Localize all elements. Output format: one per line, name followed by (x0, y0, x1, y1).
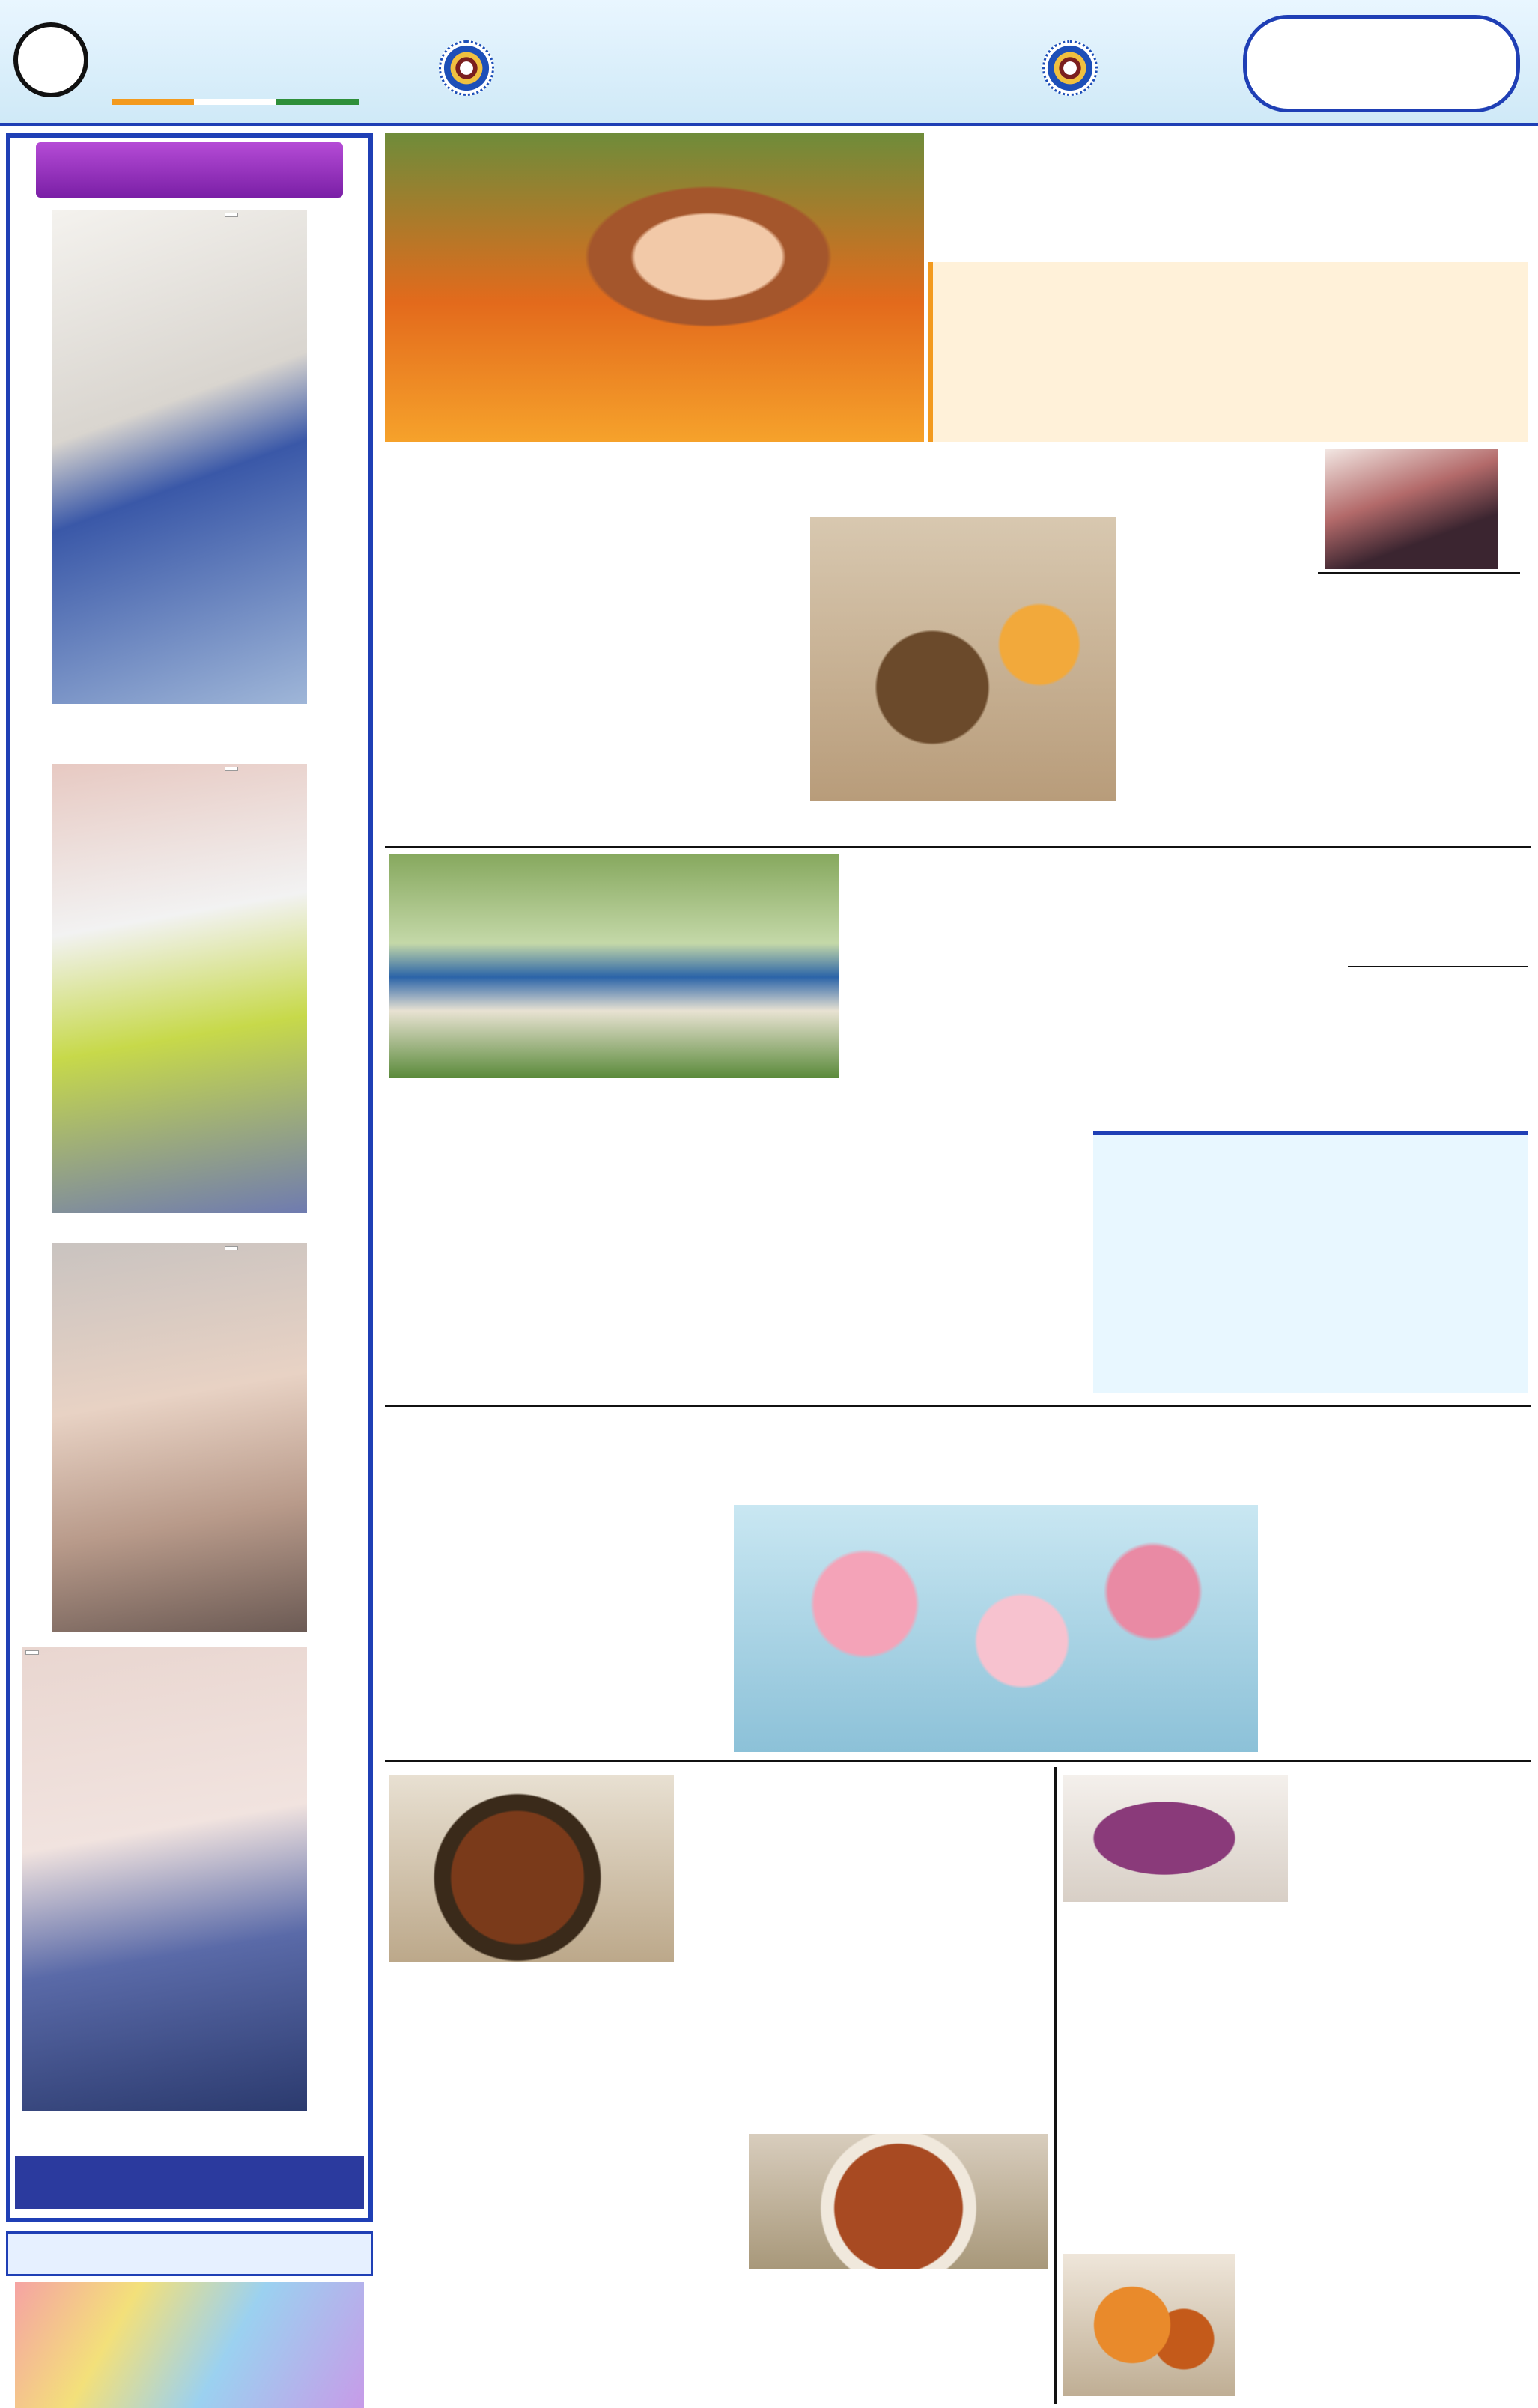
tip-3 (1273, 1598, 1528, 1688)
marigold-intro (928, 262, 1528, 442)
noknjhonk-column-3 (846, 966, 1086, 1400)
noknjhonk-headline (846, 861, 1528, 966)
dastarkhwan-headline (674, 1775, 1063, 1857)
sweet-potato-dish-photo (1063, 2254, 1235, 2396)
mashallah-badge-3 (225, 1246, 238, 1250)
batein-headline (884, 1542, 1033, 1737)
kid-photo-3 (52, 1243, 307, 1632)
noknjhonk-column-5 (389, 1086, 607, 1400)
tip-8 (389, 1412, 562, 1742)
recipe1-method (389, 2044, 1048, 2126)
rule-mid-3 (385, 1760, 1531, 1762)
kid-photo-1 (52, 210, 307, 704)
tip-2 (1273, 1505, 1528, 1595)
masthead-logo (112, 39, 359, 99)
recipe1-ingredients (389, 1966, 1048, 2041)
recipe2-ingredients (389, 2186, 741, 2276)
tip-7 (569, 1412, 734, 1742)
sidebar-footer-note (15, 2156, 364, 2209)
marigold-model-photo (385, 133, 924, 442)
tip-1 (1273, 1412, 1528, 1502)
mashallah-badge-2 (225, 767, 238, 771)
marigold-column-1 (1318, 599, 1528, 846)
selfie-club-title (36, 142, 343, 198)
mashallah-badge-1 (225, 213, 238, 217)
keema-photo (389, 1775, 674, 1962)
marigold-column-5 (389, 449, 614, 779)
marigold-column-4 (621, 449, 801, 839)
recipe2-method (389, 2279, 1048, 2399)
letters-title (6, 2231, 373, 2276)
rule-mid-2 (385, 1405, 1531, 1407)
aloo-gosht-photo (749, 2134, 1048, 2269)
rule-vert-right (1054, 1767, 1057, 2404)
shakarkandi-pullquote (1243, 2022, 1528, 2201)
shakarkandi-body-3 (1243, 2209, 1528, 2396)
tip-4 (1273, 1691, 1528, 1766)
rule-mid-1 (385, 846, 1531, 848)
mashallah-badge-4 (25, 1650, 39, 1655)
marigold-headline (928, 147, 1528, 259)
letters-image (15, 2282, 364, 2408)
noknjhonk-column-2 (1093, 966, 1340, 1123)
shakarkandi-body-2 (1063, 2022, 1235, 2246)
noknjhonk-column-1 (1348, 996, 1528, 1123)
kid-photo-4 (22, 1647, 307, 2111)
author-name-shaheen (1348, 966, 1528, 967)
ornament-right-icon (1042, 40, 1098, 96)
noknjhonk-pullquote (1093, 1131, 1528, 1393)
ornament-left-icon (439, 40, 494, 96)
tip-5 (1018, 1412, 1265, 1502)
shakarkandi-body-1 (1063, 1909, 1528, 2014)
page-number-badge (13, 22, 88, 97)
noknjhonk-column-4 (614, 1086, 839, 1400)
title-urdu-box (1243, 15, 1520, 112)
author-photo-shahnaz (1325, 449, 1498, 569)
marigold-mortar-photo (810, 517, 1116, 801)
masthead-stripes (112, 99, 359, 105)
family-photo (389, 854, 839, 1078)
marigold-column-2 (1123, 449, 1310, 846)
author-name-shahnaz (1318, 572, 1520, 574)
tip-6 (749, 1412, 1011, 1502)
sweet-potato-photo (1063, 1775, 1288, 1902)
kid-photo-2 (52, 764, 307, 1213)
